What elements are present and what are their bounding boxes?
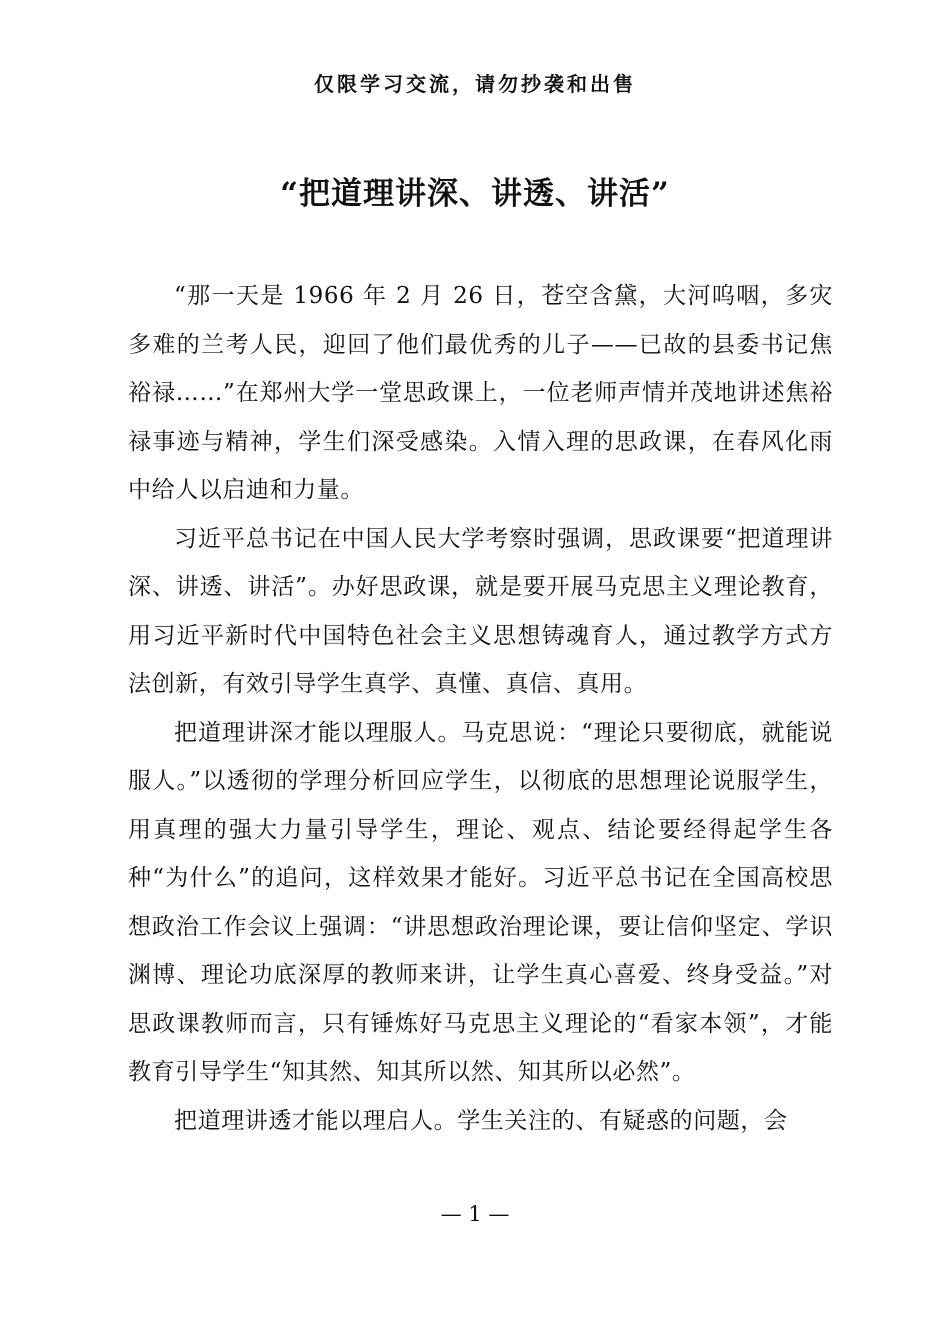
paragraph: 把道理讲深才能以理服人。马克思说：“理论只要彻底，就能说服人。”以透彻的学理分析回应学生，以彻底的思想理论说服学生，用真理的强大力量引导学生，理论、观点、结论要经得起学生各种“为什么”的追问，这样效果才能好。习近平总书记在全国高校思想政治工作会议上强调：“讲思想政治理论课，要让信仰坚定、学识渊博、理论功底深厚的教师来讲，让学生真心喜爱、终身受益。”对思政课教师而言，只有锤炼好马克思主义理论的“看家本领”，才能教育引导学生“知其然、知其所以然、知其所以必然”。 (128, 719, 833, 1085)
paragraph: 习近平总书记在中国人民大学考察时强调，思政课要“把道理讲深、讲透、讲活”。办好思政课，就是要开展马克思主义理论教育，用习近平新时代中国特色社会主义思想铸魂育人，通过教学方式方法创新，有效引导学生真学、真懂、真信、真用。 (128, 525, 833, 697)
header-notice: 仅限学习交流，请勿抄袭和出售 (314, 72, 636, 96)
article-title: “把道理讲深、讲透、讲活” (280, 176, 670, 212)
paragraph: 把道理讲透才能以理启人。学生关注的、有疑惑的问题，会 (174, 1107, 788, 1134)
page-number: — 1 — (440, 1202, 510, 1226)
paragraph: “那一天是 1966 年 2 月 26 日，苍空含黛，大河呜咽，多灾多难的兰考人民，迎回了他们最优秀的儿子——已故的县委书记焦裕禄……”在郑州大学一堂思政课上，一位老师声情并茂地讲述焦裕禄事迹与精神，学生们深受感染。入情入理的思政课，在春风化雨中给人以启迪和力量。 (128, 283, 833, 503)
article-body (128, 272, 833, 1145)
